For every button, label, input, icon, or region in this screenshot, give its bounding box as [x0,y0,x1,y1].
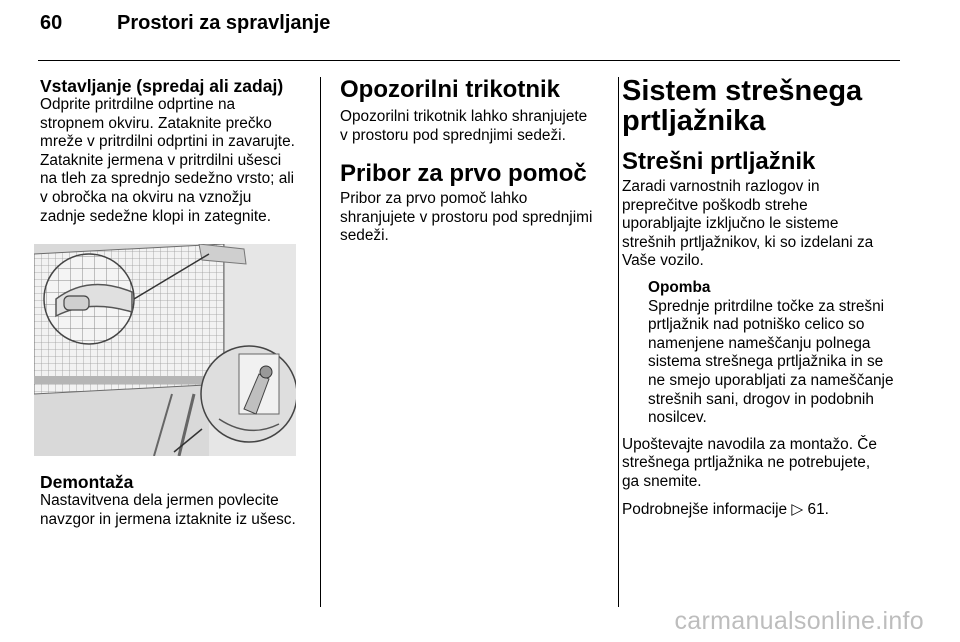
text-line: Upoštevajte navodila za montažo. Če [622,435,877,453]
section-heading-first-aid: Pribor za prvo pomoč [340,160,587,188]
title-line: prtljažnika [622,105,766,137]
removal-body [40,492,312,529]
text-line: ga snemite. [622,472,702,490]
text-line: preprečitve poškodb strehe [622,196,808,214]
text-line: strešnega prtljažnika ne potrebujete, [622,454,871,472]
first-aid-body [340,190,605,246]
column-2 [340,76,605,246]
text-line: mreže v pritrdilni odprtini in zavarujte. [40,133,295,151]
insertion-body [40,96,312,226]
section-heading-warning-triangle: Opozorilni trikotnik [340,76,560,103]
note-heading: Opomba [648,278,711,296]
text-line: namenjene nameščanju polnega [648,334,871,352]
column-3 [622,76,912,519]
cross-reference[interactable] [622,501,912,520]
warning-triangle-body [340,108,605,145]
text-line: sedeži. [340,227,389,245]
section-heading-removal: Demontaža [40,472,134,493]
text-line: stropnem okviru. Zataknite prečko [40,114,272,132]
column-divider-1 [320,77,321,607]
text-line: na tleh za sprednjo sedežno vrsto; ali [40,170,295,188]
text-line: Pribor za prvo pomoč lahko [340,190,528,208]
text-line: uporabljajte izključno le sisteme [622,215,839,233]
text-line: navzgor in jermena iztaknite iz ušesc. [40,510,296,528]
text-line: sistema strešnega prtljažnika in se [648,353,884,371]
text-line: zadnje sedežne klopi in zategnite. [40,207,272,225]
text-line: strešnih prtljažnikov, ki so izdelani za [622,233,874,251]
text-line: Vaše vozilo. [622,252,704,270]
reference-text: Podrobnejše informacije [622,500,788,518]
text-line: Sprednje pritrdilne točke za strešni [648,297,885,315]
text-line: ne smejo uporabljati za nameščanje [648,371,894,389]
section-title-roof-rack [622,76,912,136]
page-number: 60 [40,12,63,34]
text-line: Nastavitvena dela jermen povlecite [40,492,279,510]
safety-net-illustration [34,244,296,456]
text-line: Opozorilni trikotnik lahko shranjujete [340,108,588,125]
note-box [622,279,912,428]
header-rule [38,60,900,61]
column-divider-2 [618,77,619,607]
text-line: v obročka na okviru na vznožju [40,188,252,206]
text-line: v prostoru pod sprednjimi sedeži. [340,126,566,144]
text-line: strešnih sani, drogov in podobnih [648,390,874,408]
page-reference-arrow-icon: ▷ [791,500,804,518]
page-header-title: Prostori za spravljanje [117,12,331,34]
text-line: prtljažnik nad potniško celico so [648,316,865,334]
after-note-body [622,436,912,492]
watermark: carmanualsonline.info [674,607,924,635]
column-1 [40,76,312,529]
roof-rack-body [622,178,912,271]
text-line: Odprite pritrdilne odprtine na [40,96,236,113]
text-line: shranjujete v prostoru pod sprednjimi [340,208,593,226]
text-line: Zaradi varnostnih razlogov in [622,178,820,195]
text-line: Zataknite jermena v pritrdilni ušesci [40,151,282,169]
safety-net-drawing [34,244,296,456]
subheading-roof-rack: Strešni prtljažnik [622,148,816,175]
text-line: nosilcev. [648,409,707,427]
title-line: Sistem strešnega [622,75,863,107]
reference-page[interactable]: 61. [807,500,829,518]
section-heading-insertion: Vstavljanje (spredaj ali zadaj) [40,76,284,96]
